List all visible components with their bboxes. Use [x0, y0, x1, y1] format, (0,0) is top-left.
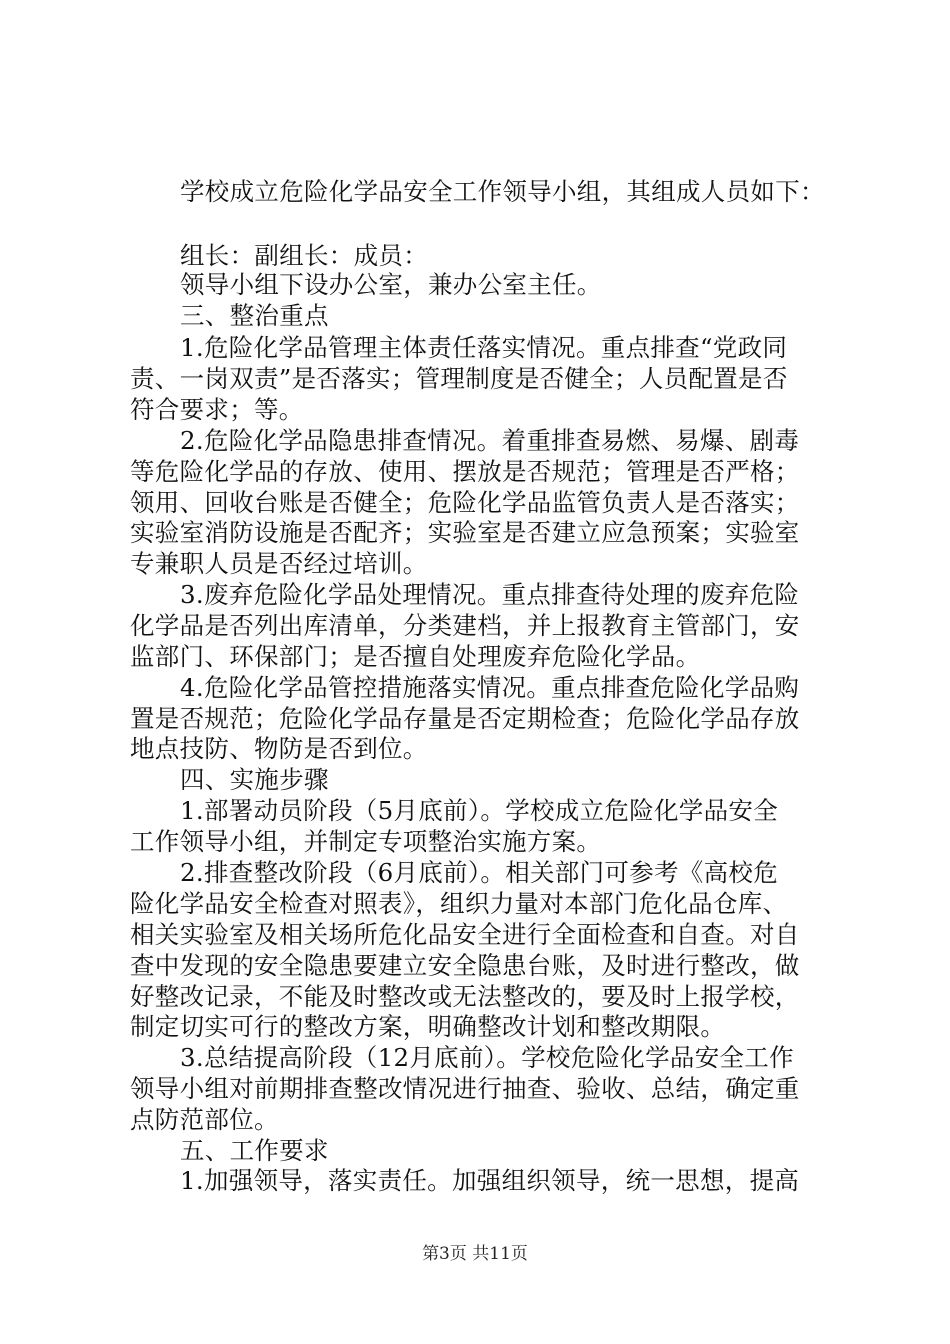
paragraph-line: 2.危险化学品隐患排查情况。着重排查易燃、易爆、剧毒: [180, 426, 800, 455]
paragraph-line: 3.废弃危险化学品处理情况。重点排查待处理的废弃危险: [180, 580, 800, 609]
paragraph-line: 领导小组下设办公室，兼办公室主任。: [180, 270, 602, 299]
paragraph-line: 组长：副组长：成员：: [180, 241, 428, 270]
paragraph-line: 化学品是否列出库清单，分类建档，并上报教育主管部门，安: [130, 611, 800, 640]
paragraph-line: 责、一岗双责”是否落实；管理制度是否健全；人员配置是否: [130, 364, 788, 393]
paragraph-line: 实验室消防设施是否配齐；实验室是否建立应急预案；实验室: [130, 518, 800, 547]
paragraph-line: 制定切实可行的整改方案，明确整改计划和整改期限。: [130, 1012, 726, 1041]
page-number-footer: 第3页 共11页: [422, 1244, 528, 1264]
paragraph-line: 4.危险化学品管控措施落实情况。重点排查危险化学品购: [180, 673, 800, 702]
section-heading: 四、实施步骤: [180, 765, 329, 794]
paragraph-line: 符合要求；等。: [130, 395, 304, 424]
paragraph-line: 2.排查整改阶段（6月底前）。相关部门可参考《高校危: [180, 858, 779, 887]
section-heading: 三、整治重点: [180, 301, 329, 330]
paragraph-line: 查中发现的安全隐患要建立安全隐患台账，及时进行整改，做: [130, 951, 800, 980]
paragraph-line: 1.部署动员阶段（5月底前）。学校成立危险化学品安全: [180, 796, 779, 825]
paragraph-line: 置是否规范；危险化学品存量是否定期检查；危险化学品存放: [130, 704, 800, 733]
paragraph-line: 等危险化学品的存放、使用、摆放是否规范；管理是否严格；: [130, 457, 800, 486]
paragraph-line: 3.总结提高阶段（12月底前）。学校危险化学品安全工作: [180, 1043, 794, 1072]
paragraph-line: 地点技防、物防是否到位。: [130, 734, 428, 763]
paragraph-line: 点防范部位。: [130, 1105, 279, 1134]
paragraph-line: 学校成立危险化学品安全工作领导小组，其组成人员如下：: [180, 177, 825, 206]
paragraph-line: 1.加强领导，落实责任。加强组织领导，统一思想，提高: [180, 1166, 800, 1195]
section-heading: 五、工作要求: [180, 1136, 329, 1165]
paragraph-line: 好整改记录，不能及时整改或无法整改的，要及时上报学校，: [130, 982, 800, 1011]
paragraph-line: 领用、回收台账是否健全；危险化学品监管负责人是否落实；: [130, 488, 800, 517]
paragraph-line: 险化学品安全检查对照表》，组织力量对本部门危化品仓库、: [130, 889, 788, 918]
paragraph-line: 1.危险化学品管理主体责任落实情况。重点排查“党政同: [180, 333, 788, 362]
paragraph-line: 领导小组对前期排查整改情况进行抽查、验收、总结，确定重: [130, 1074, 800, 1103]
paragraph-line: 相关实验室及相关场所危化品安全进行全面检查和自查。对自: [130, 920, 800, 949]
paragraph-line: 专兼职人员是否经过培训。: [130, 549, 428, 578]
paragraph-line: 监部门、环保部门；是否擅自处理废弃危险化学品。: [130, 642, 701, 671]
paragraph-line: 工作领导小组，并制定专项整治实施方案。: [130, 827, 602, 856]
